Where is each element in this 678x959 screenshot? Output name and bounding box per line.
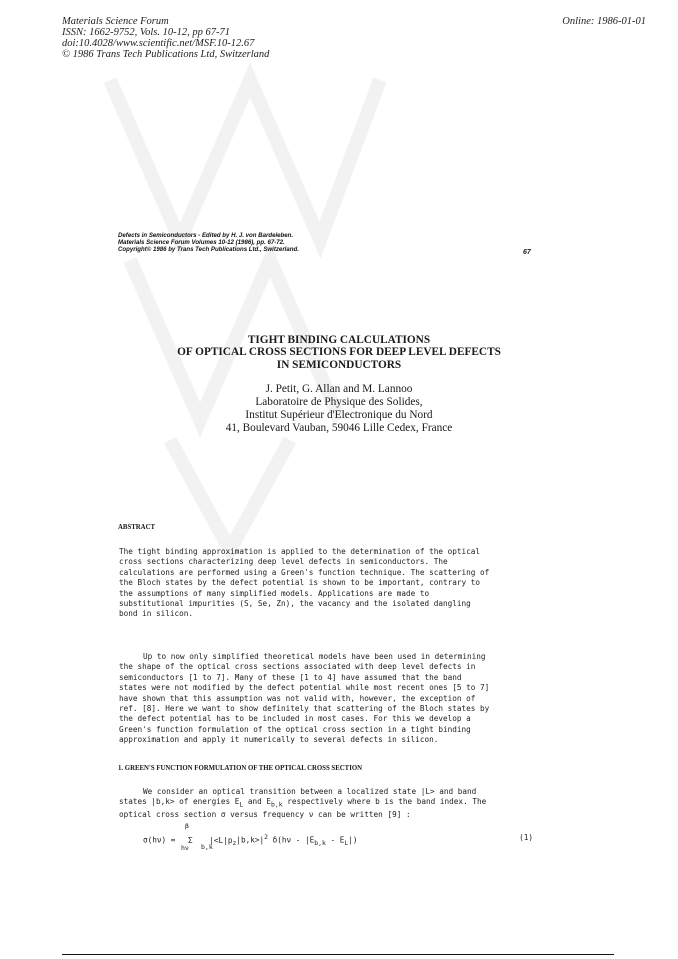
- section-text-fragment: and E: [243, 797, 271, 807]
- abstract-line: cross sections characterizing deep level defects in semiconductors. The: [119, 557, 448, 567]
- section-paragraph: [119, 787, 531, 821]
- conference-line-1: Defects in Semiconductors - Edited by H. J. von Bardeleben.: [118, 232, 294, 239]
- equation-term: - E: [325, 835, 345, 845]
- conference-info: [118, 232, 299, 254]
- affiliation-1: Laboratoire de Physique des Solides,: [255, 396, 423, 408]
- intro-line: have shown that this assumption was not valid with, however, the exception of: [119, 693, 476, 703]
- intro-paragraph: [119, 652, 531, 746]
- section-text-fragment: states |b,k> of energies E: [119, 797, 240, 807]
- subscript: b,k: [270, 800, 283, 809]
- abstract-line: The tight binding approximation is applied to the determination of the optical: [119, 547, 481, 556]
- abstract-line: the assumptions of many simplified models. Applications are made to: [119, 588, 430, 598]
- equation-term: |<L|p: [204, 835, 233, 845]
- intro-line: Up to now only simplified theoretical models have been used in determining: [143, 652, 486, 661]
- journal-copyright: © 1986 Trans Tech Publications Ltd, Switzerland: [62, 49, 270, 60]
- intro-line: the defect potential has to be included in most cases. For this we develop a: [119, 714, 471, 724]
- intro-line: states were not modified by the defect potential while most recent ones [5 to 7]: [119, 683, 490, 693]
- page-number: 67: [523, 249, 531, 256]
- summation-symbol: Σ: [188, 835, 193, 845]
- title-line-1: TIGHT BINDING CALCULATIONS: [247, 334, 431, 346]
- equation-term: δ(hν - |E: [267, 835, 315, 845]
- footer-rule: [62, 954, 614, 955]
- intro-line: ref. [8]. Here we want to show definitely that scattering of the Bloch states by: [119, 704, 490, 714]
- journal-name: Materials Science Forum: [62, 16, 169, 27]
- intro-line: approximation and apply it numerically to several defects in silicon.: [119, 735, 439, 745]
- intro-line: Green's function formulation of the optical cross section in a tight binding: [119, 724, 471, 734]
- equation-body: [143, 833, 357, 847]
- summation-index: b,k: [201, 843, 213, 851]
- abstract-line: substitutional impurities (S, Se, Zn), the vacancy and the isolated dangling: [119, 599, 471, 609]
- intro-line: semiconductors [1 to 7]. Many of these [1 to 4] have assumed that the band: [119, 672, 462, 682]
- title-line-2: OF OPTICAL CROSS SECTIONS FOR DEEP LEVEL DEFECTS: [177, 346, 501, 359]
- intro-line: the shape of the optical cross sections associated with deep level defects in: [119, 662, 476, 672]
- subscript: L: [344, 839, 349, 848]
- abstract-line: calculations are performed using a Green's function technique. The scattering of: [119, 567, 490, 577]
- author-names: J. Petit, G. Allan and M. Lannoo: [265, 383, 413, 395]
- section-line: [119, 797, 531, 810]
- title-line-3: IN SEMICONDUCTORS: [276, 358, 402, 371]
- equation-term: |): [348, 835, 358, 845]
- section-heading: 1. GREEN'S FUNCTION FORMULATION OF THE OPTICAL CROSS SECTION: [118, 765, 363, 772]
- subscript: z: [232, 839, 237, 848]
- paper-title: [0, 334, 678, 371]
- superscript: 2: [264, 833, 268, 841]
- address: 41, Boulevard Vauban, 59046 Lille Cedex, France: [225, 422, 453, 434]
- section-line: optical cross section σ versus frequency ν can be written [9] :: [119, 810, 411, 820]
- abstract-line: the Bloch states by the defect potential is shown to be important, contrary to: [119, 578, 481, 588]
- equation-term: |b,k>|: [236, 835, 265, 845]
- affiliation-2: Institut Supérieur d'Electronique du Nord: [245, 409, 433, 421]
- subscript: b,k: [314, 839, 326, 848]
- equation-denominator: hν: [181, 844, 189, 852]
- journal-issn: ISSN: 1662-9752, Vols. 10-12, pp 67-71: [62, 27, 230, 38]
- equation-1: [143, 820, 533, 852]
- abstract-line: bond in silicon.: [119, 609, 194, 619]
- abstract-heading: ABSTRACT: [118, 524, 156, 531]
- online-date: Online: 1986-01-01: [562, 16, 646, 27]
- conference-line-3: Copyright© 1986 by Trans Tech Publications Ltd., Switzerland.: [118, 246, 299, 254]
- conference-line-2: Materials Science Forum Volumes 10-12 (1986), pp. 67-72.: [118, 239, 285, 247]
- journal-doi[interactable]: doi:10.4028/www.scientific.net/MSF.10-12.67: [62, 38, 255, 49]
- equation-number: (1): [519, 833, 533, 842]
- author-block: [0, 383, 678, 435]
- subscript: L: [239, 800, 244, 809]
- section-text-fragment: respectively where b is the band index. The: [282, 797, 487, 807]
- abstract-text: [119, 547, 531, 620]
- equation-lhs: σ(hν) =: [143, 835, 181, 845]
- publisher-watermark: [90, 60, 390, 560]
- equation-numerator: β: [185, 822, 189, 830]
- section-line: We consider an optical transition between a localized state |L> and band: [143, 787, 477, 796]
- journal-header: [62, 16, 269, 60]
